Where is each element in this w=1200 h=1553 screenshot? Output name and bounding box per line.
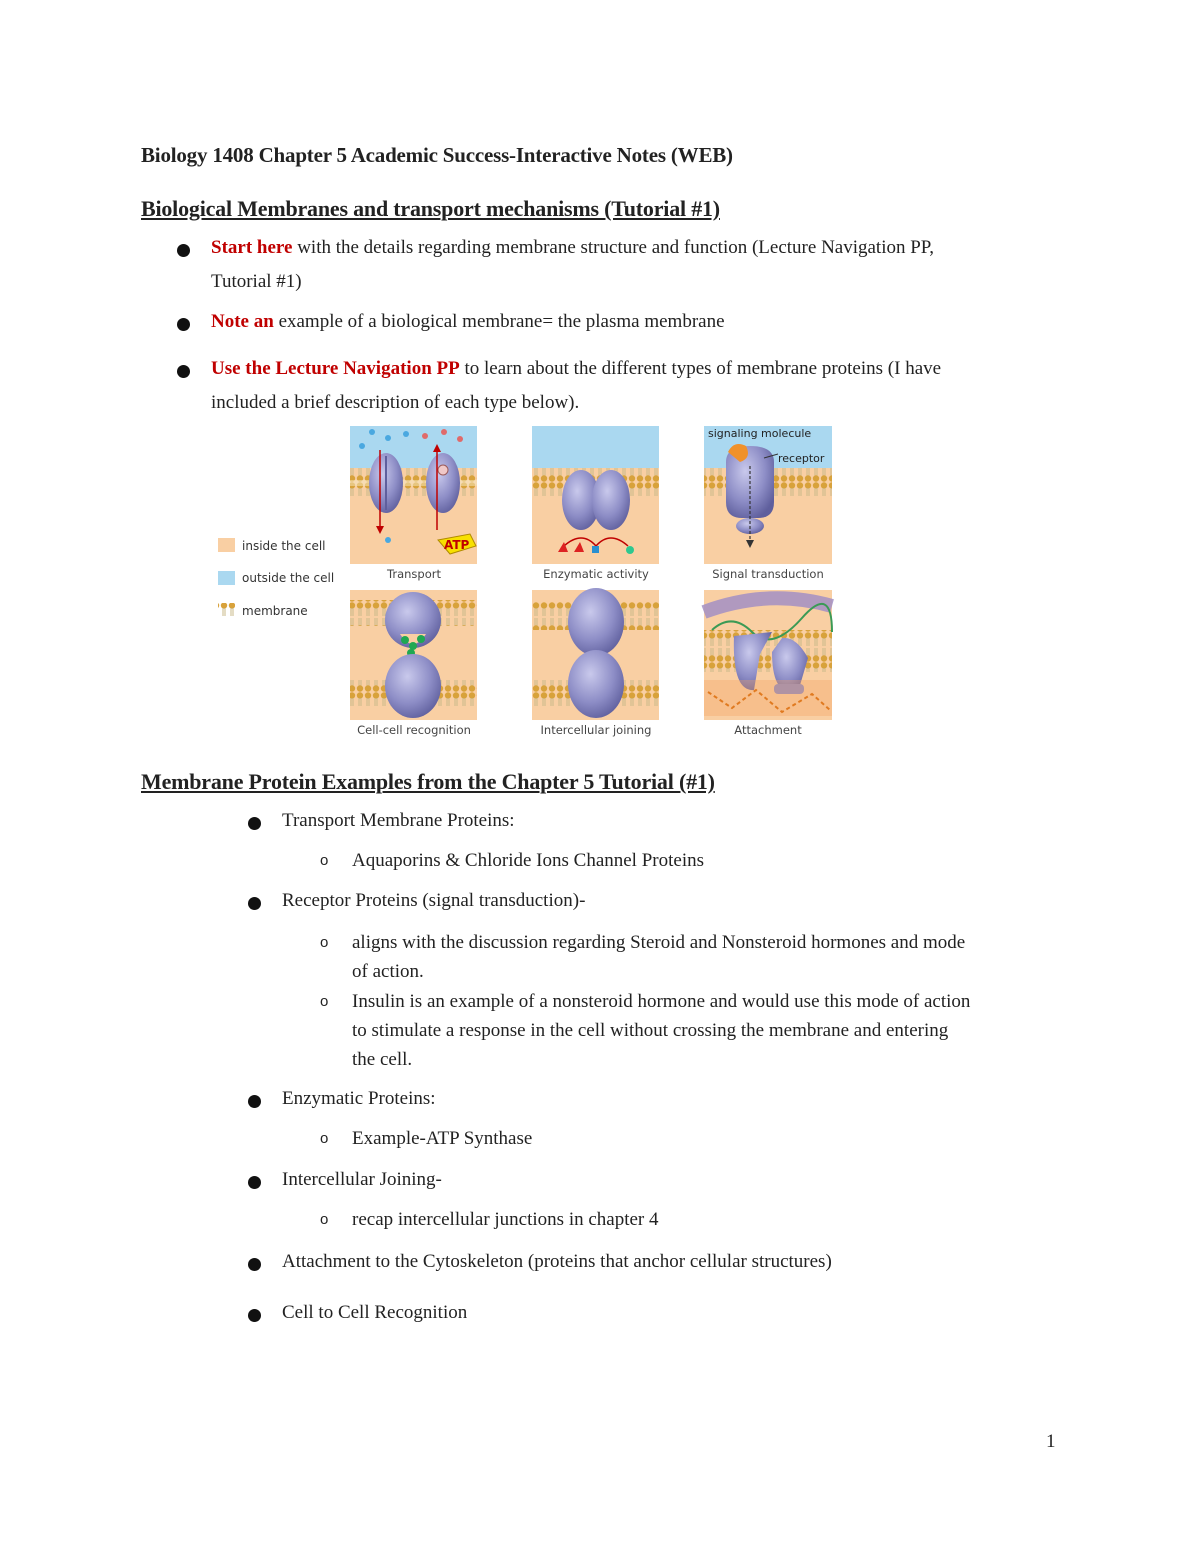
bullet-dot-icon bbox=[177, 318, 190, 331]
page-number: 1 bbox=[1046, 1431, 1056, 1452]
panel-transport bbox=[350, 426, 477, 564]
membrane-proteins-figure bbox=[212, 422, 842, 744]
bullet-dot-icon bbox=[248, 1095, 261, 1108]
document-title: Biology 1408 Chapter 5 Academic Success-Interactive Notes (WEB) bbox=[141, 143, 733, 167]
caption-joining: Intercellular joining bbox=[540, 723, 652, 737]
list-item-label: Enzymatic Proteins: bbox=[282, 1088, 436, 1109]
sub-item-text: of action. bbox=[352, 961, 424, 982]
signaling-molecule-label: signaling molecule bbox=[708, 427, 812, 440]
section-heading-membranes: Biological Membranes and transport mechanisms (Tutorial #1) bbox=[141, 196, 720, 221]
legend-outside: outside the cell bbox=[242, 571, 335, 585]
bullet-text: example of a biological membrane= the plasma membrane bbox=[273, 311, 725, 332]
sub-bullet-marker: o bbox=[320, 1211, 329, 1228]
caption-transport: Transport bbox=[387, 567, 441, 581]
receptor-label: receptor bbox=[778, 452, 825, 465]
bullet-dot-icon bbox=[248, 817, 261, 830]
bullet-text-line2: included a brief description of each type below). bbox=[211, 392, 580, 413]
legend-swatch-membrane bbox=[218, 603, 235, 617]
panel-signal bbox=[704, 426, 832, 564]
bullet-dot-icon bbox=[248, 897, 261, 910]
bullet-text-line2: Tutorial #1) bbox=[211, 271, 302, 292]
bullet-text: with the details regarding membrane structure and function (Lecture Navigation PP, bbox=[292, 237, 935, 258]
list-item-label: Attachment to the Cytoskeleton (proteins that anchor cellular structures) bbox=[282, 1251, 832, 1272]
sub-item-text: Aquaporins & Chloride Ions Channel Proteins bbox=[352, 850, 704, 871]
sub-item-text: Example-ATP Synthase bbox=[352, 1128, 533, 1149]
sub-item-text: to stimulate a response in the cell without crossing the membrane and entering bbox=[352, 1020, 949, 1041]
bullet-dot-icon bbox=[248, 1309, 261, 1322]
panel-recognition bbox=[350, 590, 477, 720]
panel-enzymatic bbox=[532, 426, 659, 564]
legend-inside: inside the cell bbox=[242, 539, 326, 553]
bullet-text: to learn about the different types of membrane proteins (I have bbox=[459, 358, 942, 379]
list-item-label: Receptor Proteins (signal transduction)- bbox=[282, 890, 586, 911]
sub-item-text: Insulin is an example of a nonsteroid hormone and would use this mode of action bbox=[352, 991, 971, 1012]
highlight-note-an: Note an bbox=[211, 311, 274, 332]
bullet-dot-icon bbox=[248, 1176, 261, 1189]
list-item-label: Intercellular Joining- bbox=[282, 1169, 442, 1190]
atp-label: ATP bbox=[444, 538, 470, 552]
legend-swatch-outside bbox=[218, 571, 235, 585]
caption-recognition: Cell-cell recognition bbox=[357, 723, 471, 737]
caption-signal: Signal transduction bbox=[712, 567, 824, 581]
highlight-use-lecture: Use the Lecture Navigation PP bbox=[211, 358, 460, 379]
sub-bullet-marker: o bbox=[320, 1130, 329, 1147]
legend-membrane: membrane bbox=[242, 604, 308, 618]
list-item-label: Transport Membrane Proteins: bbox=[282, 810, 515, 831]
caption-enzymatic: Enzymatic activity bbox=[543, 567, 649, 581]
panel-joining bbox=[532, 588, 659, 720]
bullet-dot-icon bbox=[177, 244, 190, 257]
caption-attachment: Attachment bbox=[734, 723, 802, 737]
list-item-label: Cell to Cell Recognition bbox=[282, 1302, 468, 1323]
panel-attachment bbox=[704, 590, 832, 720]
sub-bullet-marker: o bbox=[320, 852, 329, 869]
sub-bullet-marker: o bbox=[320, 993, 329, 1010]
legend-swatch-inside bbox=[218, 538, 235, 552]
sub-item-text: recap intercellular junctions in chapter 4 bbox=[352, 1209, 659, 1230]
sub-item-text: aligns with the discussion regarding Steroid and Nonsteroid hormones and mode bbox=[352, 932, 966, 953]
sub-bullet-marker: o bbox=[320, 934, 329, 951]
sub-item-text: the cell. bbox=[352, 1049, 413, 1070]
bullet-dot-icon bbox=[177, 365, 190, 378]
highlight-start-here: Start here bbox=[211, 237, 293, 258]
figure-legend bbox=[218, 538, 334, 618]
section-heading-examples: Membrane Protein Examples from the Chapter 5 Tutorial (#1) bbox=[141, 769, 715, 794]
bullet-dot-icon bbox=[248, 1258, 261, 1271]
